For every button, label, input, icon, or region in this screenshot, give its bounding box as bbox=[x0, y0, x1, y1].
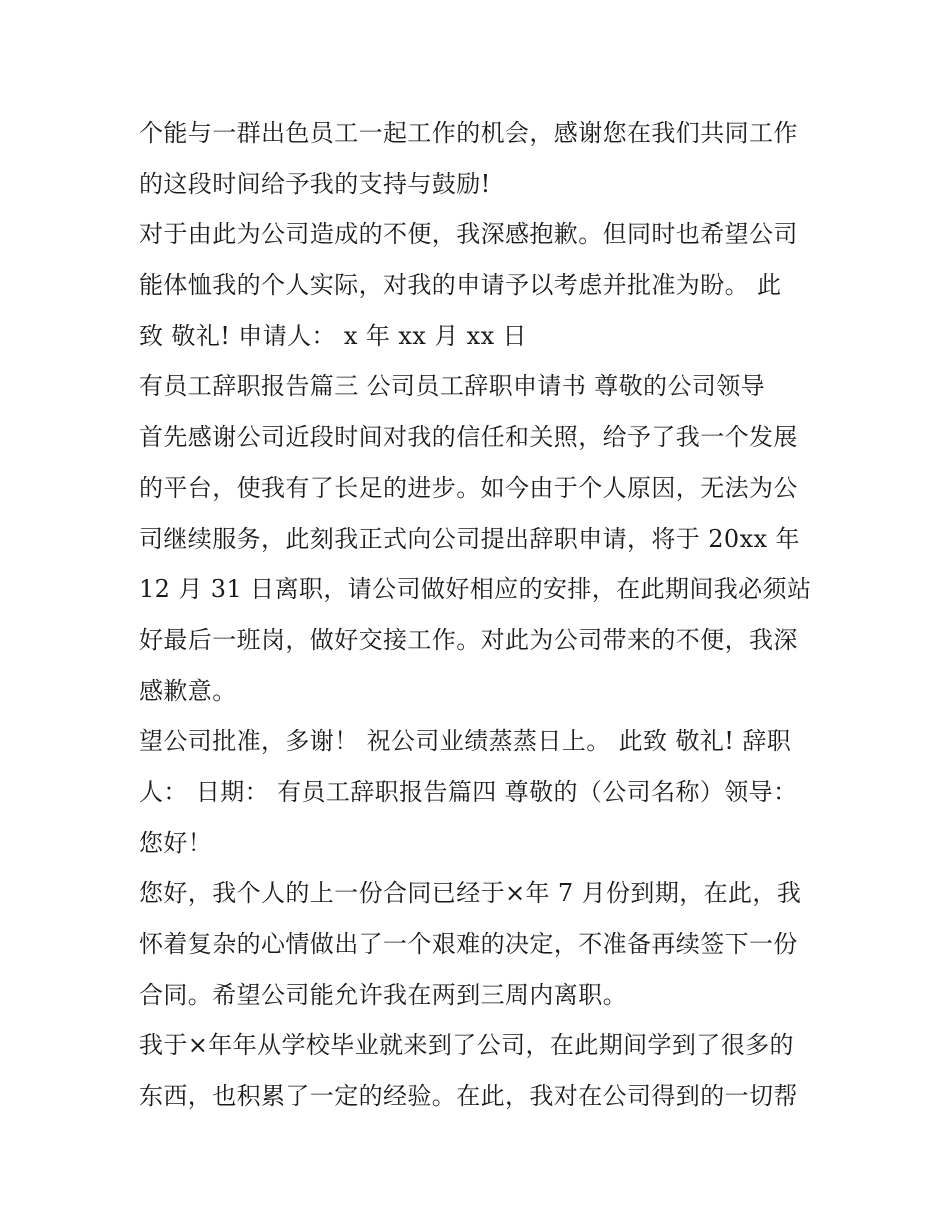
text-line: 感歉意。 bbox=[139, 676, 237, 705]
text-line: 司继续服务，此刻我正式向公司提出辞职申请，将于 20xx 年 bbox=[139, 524, 800, 553]
text-line: 12 月 31 日离职，请公司做好相应的安排，在此期间我必须站 bbox=[139, 575, 812, 604]
text-line: 望公司批准，多谢！ 祝公司业绩蒸蒸日上。 此致 敬礼! 辞职 bbox=[139, 727, 792, 756]
text-line: 的平台，使我有了长足的进步。如今由于个人原因，无法为公 bbox=[139, 473, 798, 502]
text-line: 的这段时间给予我的支持与鼓励! bbox=[139, 169, 491, 198]
text-line: 好最后一班岗，做好交接工作。对此为公司带来的不便，我深 bbox=[139, 625, 798, 654]
text-line: 有员工辞职报告篇三 公司员工辞职申请书 尊敬的公司领导 bbox=[139, 372, 766, 401]
text-line: 能体恤我的个人实际，对我的申请予以考虑并批准为盼。 此 bbox=[139, 271, 782, 300]
document-body bbox=[139, 108, 819, 1122]
text-line: 致 敬礼! 申请人： x 年 xx 月 xx 日 bbox=[139, 321, 527, 350]
text-line: 个能与一群出色员工一起工作的机会，感谢您在我们共同工作 bbox=[139, 119, 798, 147]
text-line: 东西，也积累了一定的经验。在此，我对在公司得到的一切帮 bbox=[139, 1082, 798, 1111]
text-line: 您好！ bbox=[139, 828, 213, 857]
text-line: 首先感谢公司近段时间对我的信任和关照，给予了我一个发展 bbox=[139, 423, 798, 452]
text-line: 合同。希望公司能允许我在两到三周内离职。 bbox=[139, 980, 627, 1009]
text-line: 人： 日期： 有员工辞职报告篇四 尊敬的（公司名称）领导： bbox=[139, 777, 798, 806]
text-line: 对于由此为公司造成的不便，我深感抱歉。但同时也希望公司 bbox=[139, 220, 798, 249]
text-line: 您好，我个人的上一份合同已经于×年 7 月份到期，在此，我 bbox=[139, 879, 802, 908]
text-line: 怀着复杂的心情做出了一个艰难的决定，不准备再续签下一份 bbox=[139, 930, 798, 958]
text-line: 我于×年年从学校毕业就来到了公司，在此期间学到了很多的 bbox=[139, 1031, 794, 1060]
